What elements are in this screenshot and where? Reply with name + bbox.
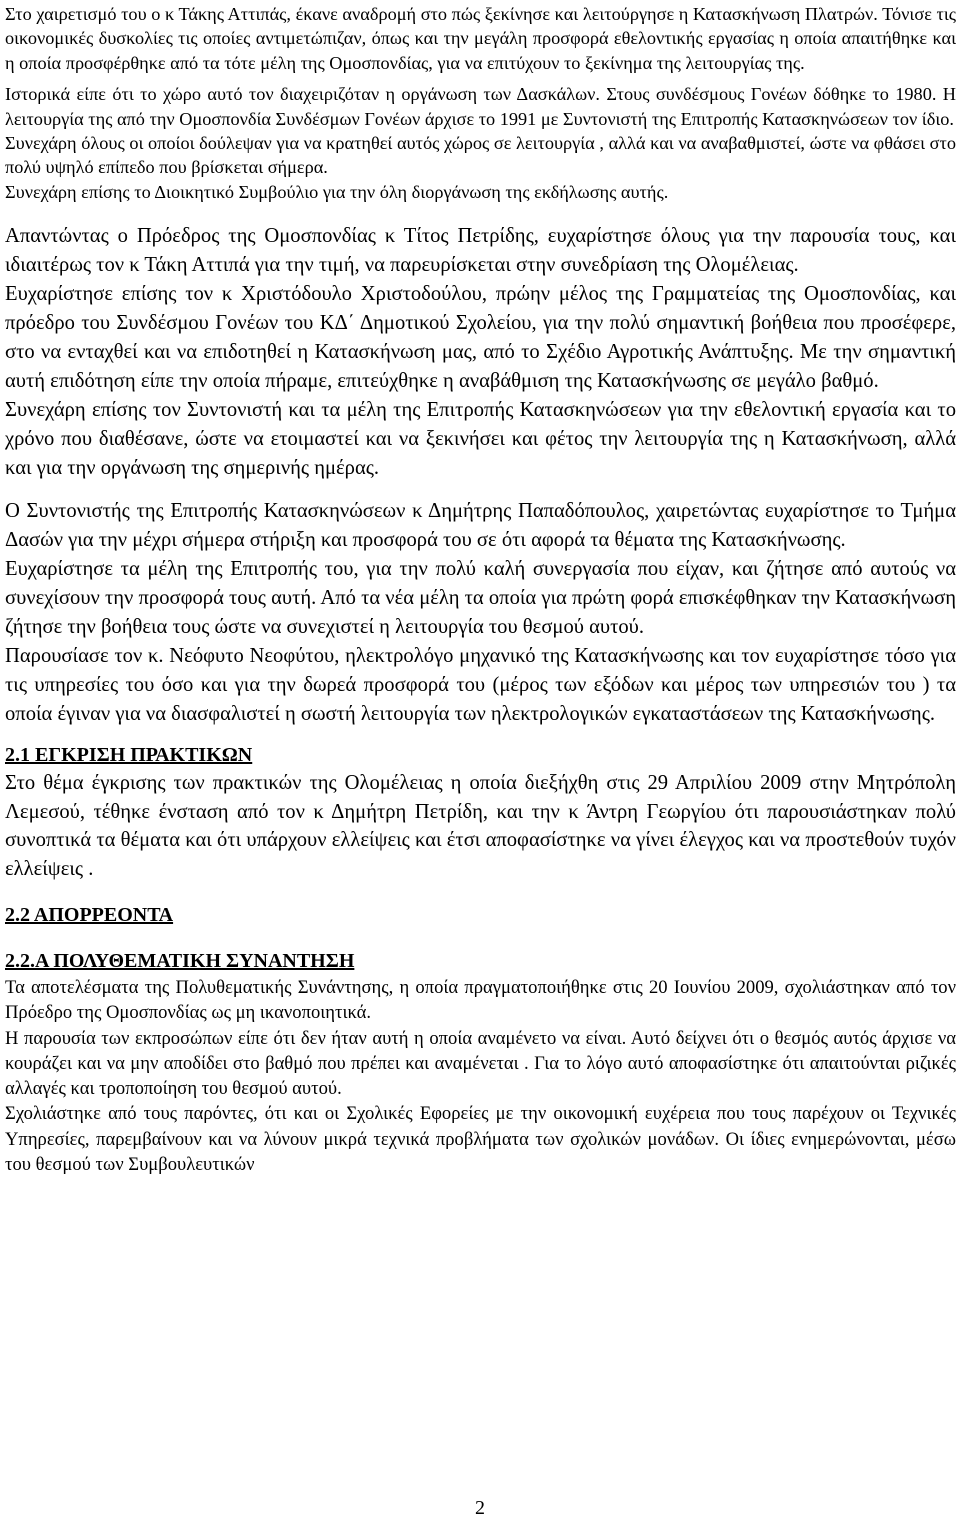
- paragraph: Ιστορικά είπε ότι το χώρο αυτό τον διαχειριζόταν η οργάνωση των Δασκάλων. Στους συνδέσμους Γονέων δόθηκε το 1980. Η λειτουργία της από την Ομοσπονδία Συνδέσμων Γονέων άρχισε το 1991 με Συντονιστή της Επιτροπής Κατασκηνώσεων τον ίδιο.: [5, 84, 956, 129]
- paragraph: Ο Συντονιστής της Επιτροπής Κατασκηνώσεων κ Δημήτρης Παπαδόπουλος, χαιρετώντας ευχαρίστησε το Τμήμα Δασών για την μέχρι σήμερα στήριξη και προσφορά του σε ότι αφορά τα θέματα της Κατασκήνωσης.: [5, 500, 956, 552]
- heading-2-1: 2.1 ΕΓΚΡΙΣΗ ΠΡΑΚΤΙΚΩΝ: [5, 743, 253, 766]
- page-number: 2: [475, 1497, 485, 1519]
- paragraph: Στο θέμα έγκρισης των πρακτικών της Ολομέλειας η οποία διεξήχθη στις 29 Απριλίου 2009 στην Μητρόπολη Λεμεσού, τέθηκε ένσταση από τον κ Δημήτρη Πετρίδη, και την κ Άντρη Γεωργίου ότι παρουσιάστηκαν πολύ συνοπτικά τα θέματα και ότι υπάρχουν ελλείψεις και έτσι αποφασίστηκε να γίνει έλεγχος και να προστεθούν τυχόν ελλείψεις .: [5, 771, 956, 881]
- heading-2-2-a: 2.2.Α ΠΟΛΥΘΕΜΑΤΙΚΗ ΣΥΝΑΝΤΗΣΗ: [5, 950, 355, 973]
- paragraph: Ευχαρίστησε επίσης τον κ Χριστόδουλο Χριστοδούλου, πρώην μέλος της Γραμματείας της Ομοσπονδίας, και πρόεδρο του Συνδέσμου Γονέων του ΚΔ΄ Δημοτικού Σχολείου, για την πολύ σημαντική βοήθεια που προσέφερε, στο να ενταχθεί και να επιδοτηθεί η Κατασκήνωση μας, από το Σχέδιο Αγροτικής Ανάπτυξης. Με την σημαντική αυτή επιδότηση είπε την οποία πήραμε, επιτεύχθηκε η αναβάθμιση της Κατασκήνωσης σε μεγάλο βαθμό.: [5, 283, 956, 392]
- paragraph: Συνεχάρη όλους οι οποίοι δούλεψαν για να κρατηθεί αυτός χώρος σε λειτουργία , αλλά και να αναβαθμιστεί, ώστε να φθάσει στο πολύ υψηλό επίπεδο που βρίσκεται σήμερα.: [5, 133, 956, 178]
- opening-remarks-section: [5, 2, 956, 204]
- paragraph: Ευχαρίστησε τα μέλη της Επιτροπής του, για την πολύ καλή συνεργασία που είχαν, και ζήτησε από αυτούς να συνεχίσουν την προσφορά τους αυτή. Από τα νέα μέλη τα οποία για πρώτη φορά επισκέφθηκαν την Κατασκήνωση ζήτησε την βοήθεια τους ώστε να συνεχιστεί η λειτουργία του θεσμού αυτού.: [5, 558, 956, 639]
- heading-2-2: 2.2 ΑΠΟΡΡΕΟΝΤΑ: [5, 904, 174, 927]
- president-reply-section: [5, 222, 956, 482]
- paragraph: Στο χαιρετισμό του ο κ Τάκης Αττιπάς, έκανε αναδρομή στο πώς ξεκίνησε και λειτούργησε η Κατασκήνωση Πλατρών. Τόνισε τις οικονομικές δυσκολίες τις οποίες αντιμετώπιζαν, όπως και την μεγάλη προσφορά εθελοντικής εργασίας η οποία απαιτήθηκε και η οποία προσφέρθηκε από τα τότε μέλη της Ομοσπονδίας, για να επιτύχουν το ξεκίνημα της λειτουργίας της.: [5, 4, 956, 73]
- paragraph: Συνεχάρη επίσης το Διοικητικό Συμβούλιο για την όλη διοργάνωση της εκδήλωσης αυτής.: [5, 181, 669, 202]
- paragraph: Απαντώντας ο Πρόεδρος της Ομοσπονδίας κ Τίτος Πετρίδης, ευχαρίστησε όλους για την παρουσία τους, και ιδιαιτέρως τον κ Τάκη Αττιπά για την τιμή, να παρευρίσκεται στην συνεδρίαση της Ολομέλειας.: [5, 225, 956, 277]
- paragraph: Παρουσίασε τον κ. Νεόφυτο Νεοφύτου, ηλεκτρολόγο μηχανικό της Κατασκήνωσης και τον ευχαρίστησε τόσο για τις υπηρεσίες του όσο και για την δωρεά προσφορά του (μέρος των εξόδων και μέρος των υπηρεσιών του ) τα οποία έγιναν για να διασφαλιστεί η σωστή λειτουργία των ηλεκτρολογικών εγκαταστάσεων της Κατασκήνωσης.: [5, 644, 956, 725]
- document-page: [5, 2, 956, 1177]
- paragraph: Σχολιάστηκε από τους παρόντες, ότι και οι Σχολικές Εφορείες με την οικονομική ευχέρεια που τους παρέχουν οι Τεχνικές Υπηρεσίες, παρεμβαίνουν και να λύνουν μικρά τεχνικά προβλήματα των σχολικών μονάδων. Οι ίδιες ενημερώνονται, μέσω του θεσμού των Συμβουλευτικών: [5, 1103, 956, 1175]
- minutes-approval-section: [5, 769, 956, 885]
- paragraph: Τα αποτελέσματα της Πολυθεματικής Συνάντησης, η οποία πραγματοποιήθηκε στις 20 Ιουνίου 2009, σχολιάστηκαν από τον Πρόεδρο της Ομοσπονδίας ως μη ικανοποιητικά.: [5, 977, 956, 1024]
- coordinator-section: [5, 497, 956, 728]
- paragraph: Η παρουσία των εκπροσώπων είπε ότι δεν ήταν αυτή η οποία αναμένετο να είναι. Αυτό δείχνει ότι ο θεσμός αυτός άρχισε να κουράζει και να μην αποδίδει στο βαθμό που πρέπει και αναμένεται . Για το λόγο αυτό αποφασίστηκε ότι απαιτούνται ριζικές αλλαγές και τροποποίηση του θεσμού αυτού.: [5, 1027, 956, 1100]
- multi-thematic-meeting-section: [5, 975, 956, 1177]
- paragraph: Συνεχάρη επίσης τον Συντονιστή και τα μέλη της Επιτροπής Κατασκηνώσεων για την εθελοντική εργασία και το χρόνο που διαθέσανε, ώστε να ετοιμαστεί και να ξεκινήσει και φέτος την λειτουργία της η Κατασκήνωση, αλλά και για την οργάνωση της σημερινής ημέρας.: [5, 398, 956, 479]
